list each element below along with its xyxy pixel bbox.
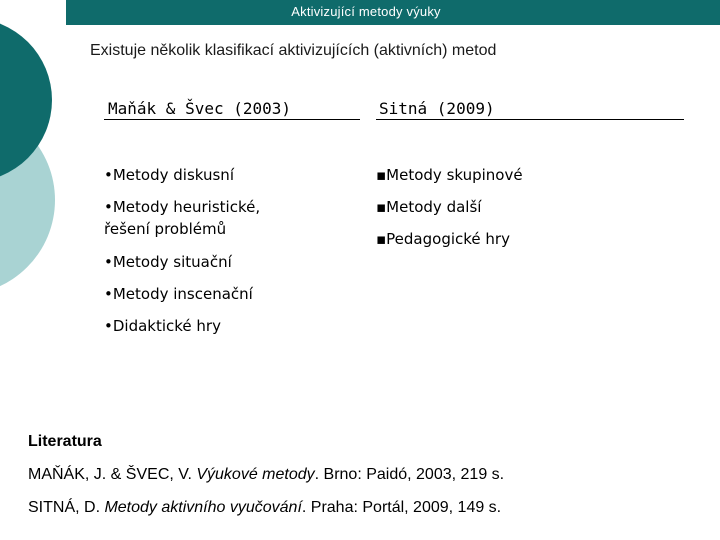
right-item-pedagogicke-hry: ▪Pedagogické hry	[376, 230, 510, 248]
left-column-heading: Maňák & Švec (2003)	[108, 99, 292, 118]
slide-subtitle: Existuje několik klasifikací aktivizujících (aktivních) metod	[90, 42, 497, 59]
decorative-circles	[0, 0, 70, 300]
square-bullet-icon: ▪	[376, 166, 387, 184]
bullet-icon: •	[104, 253, 113, 271]
left-item-situacni: •Metody situační	[104, 253, 232, 271]
bullet-icon: •	[104, 166, 113, 184]
right-column-heading: Sitná (2009)	[379, 99, 495, 118]
square-bullet-icon: ▪	[376, 230, 387, 248]
literature-ref-sitna: SITNÁ, D. Metody aktivního vyučování. Praha: Portál, 2009, 149 s.	[28, 499, 502, 516]
bullet-icon: •	[104, 317, 113, 335]
left-heading-underline	[104, 119, 360, 120]
right-item-dalsi: ▪Metody další	[376, 198, 482, 216]
right-item-skupinove: ▪Metody skupinové	[376, 166, 523, 184]
bullet-icon: •	[104, 198, 113, 216]
literature-ref-manak: MAŇÁK, J. & ŠVEC, V. Výukové metody. Brno: Paidó, 2003, 219 s.	[28, 466, 505, 483]
left-item-didakticke-hry: •Didaktické hry	[104, 317, 221, 335]
left-item-inscenacni: •Metody inscenační	[104, 285, 253, 303]
left-item-diskusni: •Metody diskusní	[104, 166, 234, 184]
left-item-heuristicke: •Metody heuristické, řešení problémů	[104, 198, 261, 238]
slide-header-title: Aktivizující metody výuky	[291, 4, 441, 19]
right-heading-underline	[376, 119, 684, 120]
bullet-icon: •	[104, 285, 113, 303]
square-bullet-icon: ▪	[376, 198, 387, 216]
literature-heading: Literatura	[28, 433, 102, 450]
